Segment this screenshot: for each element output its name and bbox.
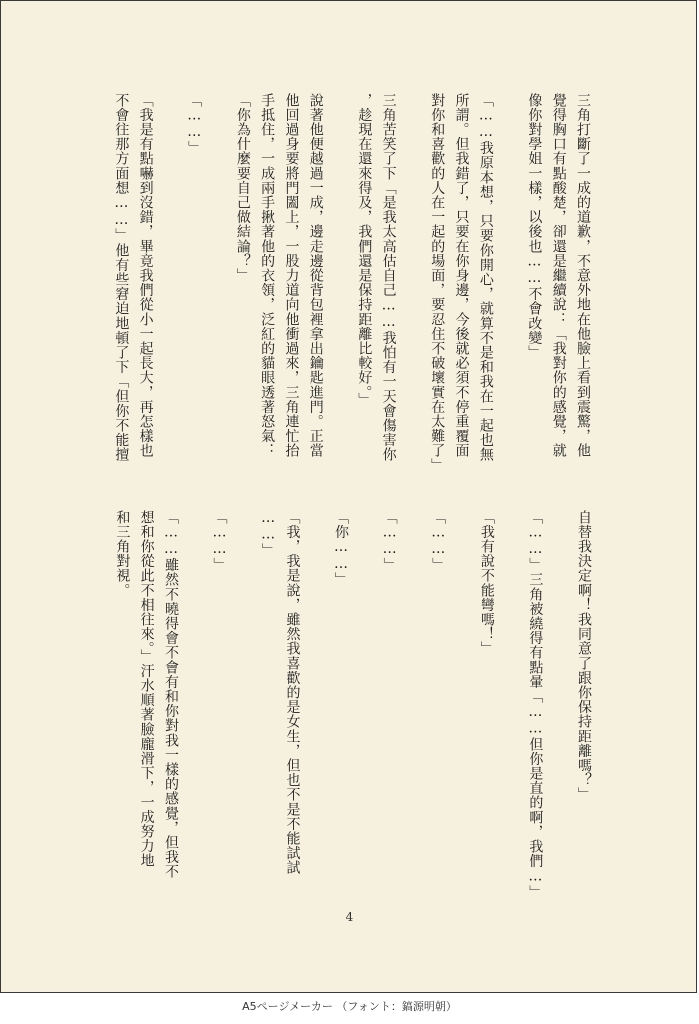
text-line xyxy=(547,510,571,900)
text-line xyxy=(402,510,426,900)
text-line: 「我有說不能彎嗎！」 xyxy=(478,510,495,656)
lower-text-block xyxy=(110,510,596,900)
text-line xyxy=(304,510,328,900)
text-line: 覺得胸口有點酸楚，卻還是繼續說：「我對你的感覺，就 xyxy=(550,93,567,458)
text-line: 「……」 xyxy=(381,510,398,573)
text-line xyxy=(499,510,523,900)
text-line: 他回過身要將門闔上，一股力道向他衝過來，三角連忙抬 xyxy=(283,93,300,458)
text-line: 「你為什麼要自己做結論？」 xyxy=(234,93,251,283)
text-line: 「……我原本想，只要你開心，就算不是和我在一起也無 xyxy=(477,93,494,462)
text-line: 不會往那方面想……」他有些窘迫地頓了下「但你不能擅 xyxy=(113,93,130,462)
text-line xyxy=(401,93,425,483)
text-line: 自替我決定啊！我同意了跟你保持距離嗎？」 xyxy=(576,510,592,802)
text-line xyxy=(232,510,256,900)
text-line: 「我是有點嚇到沒錯，畢竟我們從小一起長大，再怎樣也 xyxy=(137,93,154,458)
text-line: 三角打斷了一成的道歉，不意外地在他臉上看到震驚，他 xyxy=(575,93,591,458)
text-line: 想和你從此不相往來。」汗水順著臉龐滑下，一成努力地 xyxy=(138,510,155,868)
text-line: 「……」 xyxy=(186,93,203,156)
text-line: 手抵住，一成兩手揪著他的衣領，泛紅的貓眼透著怒氣： xyxy=(259,93,276,458)
text-line: 說著他便越過一成，邊走邊從背包裡拿出鑰匙進門。正當 xyxy=(307,93,324,458)
text-line: 「……」 xyxy=(430,510,447,573)
text-line xyxy=(328,93,352,483)
text-line xyxy=(158,93,182,483)
text-line: 所謂。但我錯了，只要在你身邊，今後就必須不停重覆面 xyxy=(453,93,470,458)
text-line: ……」 xyxy=(260,510,277,558)
text-line: 「你……」 xyxy=(333,510,350,587)
text-line xyxy=(450,510,474,900)
text-line xyxy=(498,93,522,483)
text-line xyxy=(183,510,207,900)
footer-caption: A5ページメーカー （フォント：鎬源明朝） xyxy=(242,1000,457,1013)
text-line: 和三角對視。 xyxy=(114,510,131,598)
text-line: 「我，我是說，雖然我喜歡的是女生，但也不是不能試試 xyxy=(284,510,301,875)
text-line xyxy=(353,510,377,900)
text-line: 「……」三角被繞得有點暈「……但你是直的啊，我們…」 xyxy=(527,510,544,900)
upper-text-block xyxy=(109,93,595,483)
page-number: 4 xyxy=(345,910,354,924)
text-line: 「……」 xyxy=(211,510,228,573)
text-line: 像你對學姐一樣，以後也……不會改變」 xyxy=(526,93,543,360)
text-line: ，趁現在還來得及，我們還是保持距離比較好。」 xyxy=(356,93,373,408)
text-line: 三角苦笑了下「是我太高估自己……我怕有一天會傷害你 xyxy=(380,93,397,462)
text-line: 對你和喜歡的人在一起的場面，要忍住不破壞實在太難了」 xyxy=(429,93,446,473)
text-line xyxy=(206,93,230,483)
text-line: 「……雖然不曉得會不會有和你對我一樣的感覺，但我不 xyxy=(162,510,179,879)
